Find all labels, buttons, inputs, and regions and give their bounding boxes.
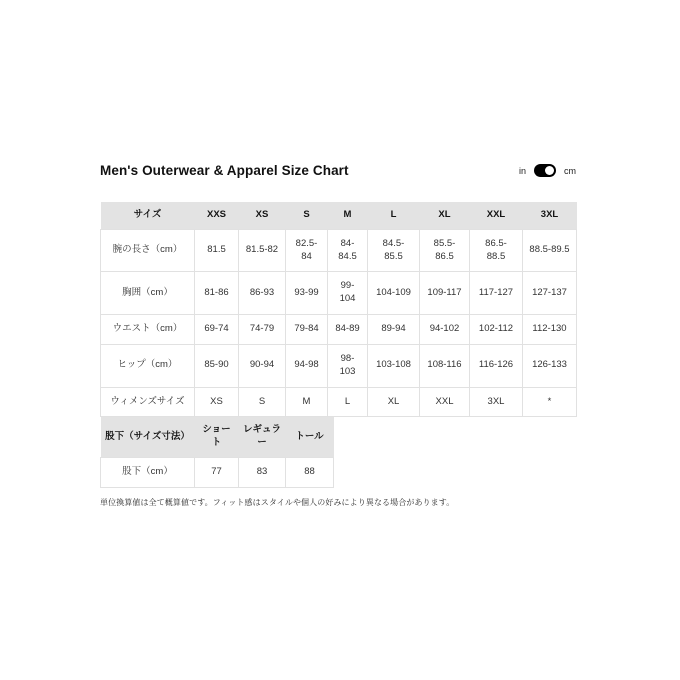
column-header-s: S <box>286 202 328 229</box>
size-cell: 89-94 <box>368 315 420 345</box>
size-chart-table <box>100 202 577 417</box>
size-cell: 98-103 <box>328 344 368 387</box>
size-cell: 82.5-84 <box>286 229 328 272</box>
size-cell: 102-112 <box>470 315 523 345</box>
size-cell: 93-99 <box>286 272 328 315</box>
column-header-m: M <box>328 202 368 229</box>
size-cell: XS <box>195 387 239 417</box>
inseam-header-row <box>101 417 334 457</box>
size-cell: M <box>286 387 328 417</box>
size-cell: 81-86 <box>195 272 239 315</box>
size-cell: 69-74 <box>195 315 239 345</box>
row-label: 股下（cm） <box>101 457 195 487</box>
table-row-inseam <box>101 457 334 487</box>
column-header-l: L <box>368 202 420 229</box>
size-cell: 90-94 <box>239 344 286 387</box>
size-cell: 86.5-88.5 <box>470 229 523 272</box>
size-chart-content <box>100 163 576 508</box>
size-cell: 88 <box>286 457 334 487</box>
size-cell: 85.5-86.5 <box>420 229 470 272</box>
inseam-table <box>100 417 334 487</box>
size-cell: 84.5-85.5 <box>368 229 420 272</box>
size-cell: 86-93 <box>239 272 286 315</box>
size-cell: 94-98 <box>286 344 328 387</box>
unit-label-cm: cm <box>564 165 576 176</box>
column-header-inseam: 股下（サイズ寸法） <box>101 417 195 457</box>
size-cell: 81.5-82 <box>239 229 286 272</box>
row-label: ウィメンズサイズ <box>101 387 195 417</box>
column-header-xl: XL <box>420 202 470 229</box>
table-row-hip <box>101 344 577 387</box>
size-cell: 81.5 <box>195 229 239 272</box>
table-row-arm-length <box>101 229 577 272</box>
size-cell: XXL <box>420 387 470 417</box>
column-header-tall: トール <box>286 417 334 457</box>
size-cell: 85-90 <box>195 344 239 387</box>
size-cell: 74-79 <box>239 315 286 345</box>
size-cell: 88.5-89.5 <box>523 229 577 272</box>
size-table-header-row <box>101 202 577 229</box>
size-cell: 94-102 <box>420 315 470 345</box>
size-cell: 3XL <box>470 387 523 417</box>
unit-toggle <box>519 164 576 177</box>
size-cell: 103-108 <box>368 344 420 387</box>
row-label: ウエスト（cm） <box>101 315 195 345</box>
column-header-3xl: 3XL <box>523 202 577 229</box>
size-cell: XL <box>368 387 420 417</box>
column-header-regular: レギュラー <box>239 417 286 457</box>
column-header-xs: XS <box>239 202 286 229</box>
size-cell: 83 <box>239 457 286 487</box>
size-cell: 84-89 <box>328 315 368 345</box>
table-row-chest <box>101 272 577 315</box>
size-cell: 127-137 <box>523 272 577 315</box>
title-row <box>100 163 576 178</box>
size-cell: 126-133 <box>523 344 577 387</box>
row-label: ヒップ（cm） <box>101 344 195 387</box>
size-cell: 109-117 <box>420 272 470 315</box>
row-label: 腕の長さ（cm） <box>101 229 195 272</box>
page-title: Men's Outerwear & Apparel Size Chart <box>100 163 349 178</box>
footnote: 単位換算値は全て概算値です。フィット感はスタイルや個人の好みにより異なる場合があります。 <box>100 497 455 507</box>
size-cell: 79-84 <box>286 315 328 345</box>
row-label: 胸囲（cm） <box>101 272 195 315</box>
size-cell: 104-109 <box>368 272 420 315</box>
table-row-waist <box>101 315 577 345</box>
column-header-xxs: XXS <box>195 202 239 229</box>
table-row-womens-size <box>101 387 577 417</box>
size-cell: 108-116 <box>420 344 470 387</box>
size-cell: 117-127 <box>470 272 523 315</box>
size-cell: * <box>523 387 577 417</box>
size-cell: S <box>239 387 286 417</box>
size-cell: 116-126 <box>470 344 523 387</box>
unit-label-in: in <box>518 165 526 176</box>
size-cell: 112-130 <box>523 315 577 345</box>
toggle-knob-icon <box>545 166 554 175</box>
unit-toggle-switch[interactable] <box>534 164 556 177</box>
size-cell: L <box>328 387 368 417</box>
column-header-size: サイズ <box>101 202 195 229</box>
size-cell: 99-104 <box>328 272 368 315</box>
size-cell: 84-84.5 <box>328 229 368 272</box>
column-header-short: ショート <box>195 417 239 457</box>
size-cell: 77 <box>195 457 239 487</box>
column-header-xxl: XXL <box>470 202 523 229</box>
